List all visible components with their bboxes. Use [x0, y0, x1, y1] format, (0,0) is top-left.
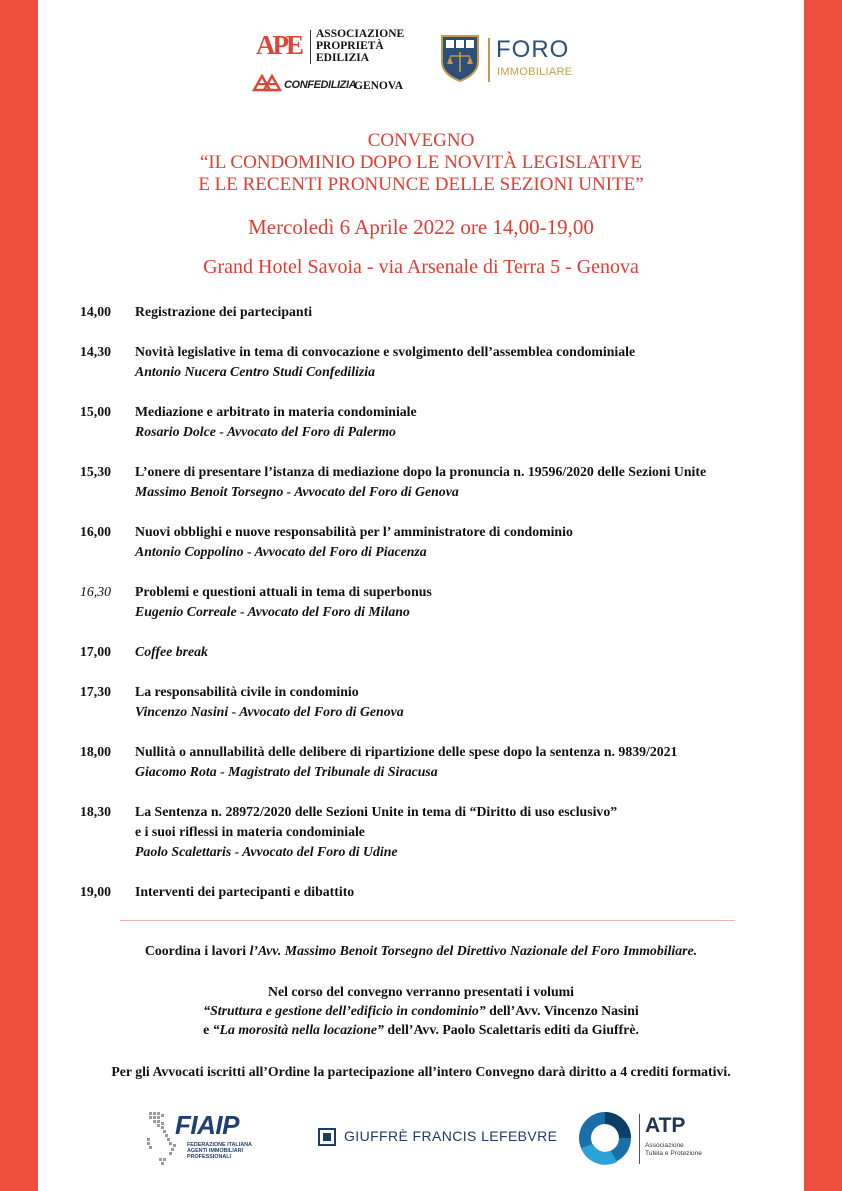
program-topic: Nuovi obblighi e nuove responsabilità per l’ amministratore di condominio	[135, 524, 573, 539]
fiaip-full-name	[187, 1142, 252, 1161]
conference-title-line-2: E LE RECENTI PRONUNCE DELLE SEZIONI UNITE”	[198, 174, 644, 195]
program-time: 17,00	[80, 644, 112, 659]
program-topic: L’onere di presentare l’istanza di mediazione dopo la pronuncia n. 19596/2020 delle Sezioni Unite	[135, 464, 707, 479]
confedilizia-wordmark: CONFEDILIZIA	[284, 79, 357, 91]
program-topic: Coffee break	[135, 644, 208, 659]
book-2-author: dell’Avv. Paolo Scalettaris editi da Giuffrè.	[383, 1022, 639, 1037]
foro-divider	[488, 38, 490, 82]
fiaip-line-2: AGENTI IMMOBILIARI	[187, 1148, 243, 1155]
atp-full-name	[645, 1142, 702, 1158]
ape-logo-mark: APE	[256, 30, 301, 60]
program-time: 14,30	[80, 344, 112, 359]
book-1-author: dell’Avv. Vincenzo Nasini	[485, 1003, 639, 1018]
book-2	[40, 1020, 802, 1039]
fiaip-logo	[145, 1110, 270, 1170]
program-speaker: Antonio Coppolino - Avvocato del Foro di Piacenza	[135, 544, 427, 559]
giuffre-icon	[318, 1128, 336, 1146]
book-1	[40, 1001, 802, 1020]
conference-date: Mercoledì 6 Aprile 2022 ore 14,00-19,00	[248, 215, 594, 239]
program-speaker: Paolo Scalettaris - Avvocato del Foro di Udine	[135, 844, 398, 859]
fiaip-line-1: FEDERAZIONE ITALIANA	[187, 1142, 252, 1148]
program-speaker: Vincenzo Nasini - Avvocato del Foro di Genova	[135, 704, 404, 719]
program-topic-continued: e i suoi riflessi in materia condominiale	[135, 824, 365, 839]
program-time: 18,00	[80, 744, 112, 759]
book-1-title: “Struttura e gestione dell’edificio in condominio”	[203, 1003, 486, 1018]
atp-logo	[577, 1110, 707, 1168]
ape-association-name	[316, 28, 404, 64]
coordinator-note	[40, 941, 802, 960]
foro-wordmark: FORO	[496, 36, 570, 63]
program-time: 16,00	[80, 524, 112, 539]
program-speaker: Massimo Benoit Torsegno - Avvocato del Foro di Genova	[135, 484, 459, 499]
section-divider	[120, 920, 735, 921]
conference-title	[40, 130, 802, 196]
program-time: 15,30	[80, 464, 112, 479]
program-topic: Problemi e questioni attuali in tema di superbonus	[135, 584, 432, 599]
program-speaker: Eugenio Correale - Avvocato del Foro di Milano	[135, 604, 410, 619]
foro-immobiliare-logo	[440, 34, 590, 86]
ape-logo-divider	[310, 30, 311, 64]
program-topic: Mediazione e arbitrato in materia condominiale	[135, 404, 417, 419]
book-2-prefix: e	[203, 1022, 213, 1037]
fiaip-wordmark: FIAIP	[175, 1110, 239, 1140]
program-topic: La responsabilità civile in condominio	[135, 684, 359, 699]
fiaip-line-3: PROFESSIONALI	[187, 1154, 232, 1161]
foro-subtitle: IMMOBILIARE	[497, 66, 573, 78]
ape-line-1: ASSOCIAZIONE	[316, 28, 405, 40]
program-topic: Nullità o annullabilità delle delibere di ripartizione delle spese dopo la sentenza n. 9839/2021	[135, 744, 678, 759]
books-note	[40, 982, 802, 1039]
atp-divider	[639, 1114, 640, 1164]
book-2-title: “La morosità nella locazione”	[212, 1022, 384, 1037]
books-intro: Nel corso del convegno verranno presentati i volumi	[268, 984, 574, 999]
program-topic: Novità legislative in tema di convocazione e svolgimento dell’assemblea condominiale	[135, 344, 636, 359]
credits-note: Per gli Avvocati iscritti all’Ordine la partecipazione all’intero Convegno darà diritto a 4 crediti formativi.	[111, 1064, 731, 1079]
program-topic: La Sentenza n. 28972/2020 delle Sezioni Unite in tema di “Diritto di uso esclusivo”	[135, 804, 618, 819]
shield-icon	[440, 34, 480, 82]
coordinator-name: l’Avv. Massimo Benoit Torsegno del Direttivo Nazionale del Foro Immobiliare.	[249, 943, 698, 958]
ape-city: GENOVA	[354, 80, 403, 92]
program-speaker: Giacomo Rota - Magistrato del Tribunale di Siracusa	[135, 764, 438, 779]
program-time: 14,00	[80, 304, 112, 319]
program-speaker: Antonio Nucera Centro Studi Confedilizia	[135, 364, 375, 379]
program-topic: Interventi dei partecipanti e dibattito	[135, 884, 355, 899]
ape-line-2: PROPRIETÀ	[316, 40, 384, 52]
confedilizia-icon	[252, 72, 282, 92]
right-red-band	[804, 0, 842, 1191]
program-time: 19,00	[80, 884, 112, 899]
conference-venue: Grand Hotel Savoia - via Arsenale di Terra 5 - Genova	[203, 256, 639, 278]
program-time: 18,30	[80, 804, 112, 819]
atp-line-1: Associazione	[645, 1142, 684, 1149]
ape-confedilizia-logo	[252, 28, 412, 98]
atp-line-2: Tutela e Protezione	[645, 1150, 702, 1157]
conference-title-line-1: “IL CONDOMINIO DOPO LE NOVITÀ LEGISLATIVE	[199, 152, 643, 173]
conference-kind: CONVEGNO	[367, 130, 475, 151]
giuffre-logo	[318, 1126, 558, 1148]
program-speaker: Rosario Dolce - Avvocato del Foro di Palermo	[135, 424, 396, 439]
left-red-band	[0, 0, 38, 1191]
program-time: 17,30	[80, 684, 112, 699]
giuffre-wordmark: GIUFFRÈ FRANCIS LEFEBVRE	[344, 1128, 558, 1144]
program-time: 15,00	[80, 404, 112, 419]
coordinator-prefix: Coordina i lavori	[144, 943, 250, 958]
ape-line-3: EDILIZIA	[316, 52, 370, 64]
program-topic: Registrazione dei partecipanti	[135, 304, 313, 319]
atp-wordmark: ATP	[645, 1114, 686, 1137]
atp-emblem-icon	[577, 1110, 633, 1166]
program-time: 16,30	[80, 584, 112, 599]
